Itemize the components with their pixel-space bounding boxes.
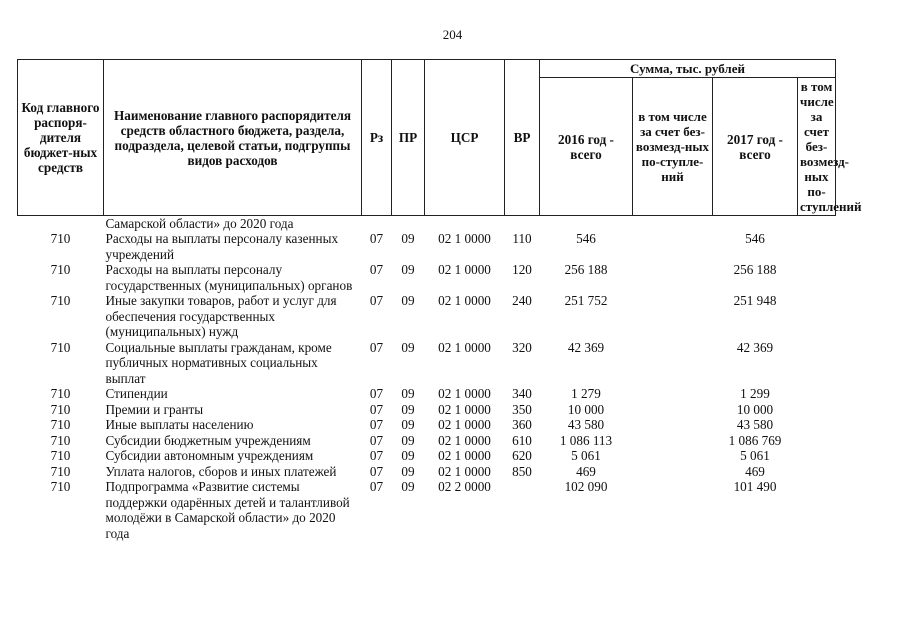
cell-2016-gratuitous [633, 479, 713, 541]
cell-vr [505, 479, 540, 541]
cell-name: Субсидии автономным учреждениям [105, 448, 314, 463]
cell-rz: 07 [369, 463, 384, 479]
cell-2017-gratuitous [798, 386, 836, 402]
cell-2017-gratuitous [798, 293, 836, 340]
cell-2017-total: 10 000 [736, 401, 774, 417]
cell-2017-gratuitous [798, 464, 836, 480]
budget-table [17, 59, 862, 541]
cell-code: 710 [50, 339, 71, 355]
cell-code: 710 [50, 432, 71, 448]
header-2017-total: 2017 год - всего [713, 78, 798, 216]
cell-vr: 320 [512, 339, 532, 355]
cell-2017-gratuitous [798, 402, 836, 418]
cell-2017-total: 101 490 [733, 479, 777, 494]
cell-code: 710 [50, 386, 71, 401]
cell-2016-total: 546 [576, 231, 596, 246]
cell-code: 710 [50, 262, 71, 277]
cell-2017-total: 1 086 769 [728, 432, 782, 448]
cell-2017-gratuitous [798, 479, 836, 541]
cell-csr: 02 1 0000 [438, 401, 491, 417]
cell-name: Подпрограмма «Развитие системы поддержки одарённых детей и талантливой молодёжи в Самарской области» до 2020 года [105, 479, 350, 541]
cell-name: Расходы на выплаты персоналу государственных (муниципальных) органов [105, 262, 353, 293]
table-row [18, 433, 836, 449]
cell-2017-gratuitous [798, 262, 836, 293]
cell-csr: 02 1 0000 [438, 463, 491, 479]
cell-2017-gratuitous [798, 340, 836, 387]
cell-rz: 07 [369, 432, 384, 448]
cell-name: Расходы на выплаты персоналу казенных учреждений [105, 231, 339, 262]
table-header [18, 60, 862, 216]
header-code: Код главного распоря-дителя бюджет-ных средств [18, 60, 104, 216]
cell-vr: 350 [512, 401, 532, 417]
cell-2017-total: 42 369 [736, 339, 774, 355]
cell-2016-gratuitous [633, 448, 713, 464]
cell-pr: 09 [401, 432, 415, 448]
cell-rz: 07 [369, 262, 384, 277]
cell-2016-gratuitous [633, 464, 713, 480]
cell-name: Социальные выплаты гражданам, кроме публичных нормативных социальных выплат [105, 339, 332, 386]
cell-pr: 09 [401, 293, 415, 308]
cell-2016-total: 1 279 [571, 386, 601, 401]
cell-name: Уплата налогов, сборов и иных платежей [105, 463, 337, 479]
table-body [18, 216, 836, 542]
header-pr: ПР [392, 60, 425, 216]
cell-csr: 02 1 0000 [438, 262, 491, 277]
continuation-text: Самарской области» до 2020 года [105, 216, 294, 231]
cell-2016-gratuitous [633, 293, 713, 340]
cell-2017-gratuitous [798, 433, 836, 449]
cell-vr: 120 [512, 262, 532, 277]
cell-code: 710 [50, 463, 71, 479]
header-sum-group: Сумма, тыс. рублей [540, 60, 836, 78]
cell-2017-total: 546 [745, 231, 765, 246]
cell-2016-total: 10 000 [567, 401, 605, 417]
cell-2017-gratuitous [798, 417, 836, 433]
cell-2016-gratuitous [633, 386, 713, 402]
cell-vr: 110 [512, 231, 532, 246]
header-csr: ЦСР [425, 60, 505, 216]
cell-pr: 09 [401, 479, 415, 494]
cell-rz: 07 [369, 231, 384, 246]
cell-code: 710 [50, 293, 71, 308]
table-row [18, 479, 836, 541]
cell-2017-gratuitous [798, 231, 836, 262]
cell-2017-total: 1 299 [740, 386, 770, 401]
header-rz: Рз [362, 60, 392, 216]
cell-vr: 850 [512, 463, 532, 479]
cell-code: 710 [50, 448, 71, 463]
cell-2017-total: 43 580 [736, 417, 774, 432]
cell-2017-total: 251 948 [733, 293, 777, 308]
cell-2017-total: 469 [745, 463, 765, 479]
cell-pr: 09 [401, 231, 415, 246]
cell-code: 710 [50, 417, 71, 432]
cell-name: Стипендии [105, 386, 168, 401]
table-row [18, 231, 836, 262]
header-2016-total: 2016 год - всего [540, 78, 633, 216]
cell-2016-total: 256 188 [564, 262, 608, 277]
cell-vr: 610 [512, 432, 532, 448]
cell-pr: 09 [401, 448, 415, 463]
cell-2016-gratuitous [633, 231, 713, 262]
table-row [18, 340, 836, 387]
cell-2017-total: 256 188 [733, 262, 777, 277]
table-row [18, 417, 836, 433]
cell-rz: 07 [369, 401, 384, 417]
cell-2016-gratuitous [633, 262, 713, 293]
table-row [18, 402, 836, 418]
cell-rz: 07 [369, 293, 384, 308]
table-row [18, 293, 836, 340]
cell-pr: 09 [401, 463, 415, 479]
cell-rz: 07 [369, 417, 384, 432]
cell-2016-total: 1 086 113 [559, 432, 613, 448]
header-vr: ВР [505, 60, 540, 216]
cell-rz: 07 [369, 479, 384, 494]
cell-2016-gratuitous [633, 340, 713, 387]
cell-code: 710 [50, 401, 71, 417]
continuation-row [18, 216, 836, 232]
cell-2016-total: 251 752 [564, 293, 608, 308]
table-row [18, 262, 836, 293]
table-row [18, 464, 836, 480]
cell-vr: 240 [512, 293, 532, 308]
cell-csr: 02 1 0000 [438, 339, 491, 355]
cell-csr: 02 1 0000 [438, 386, 491, 401]
cell-2017-total: 5 061 [740, 448, 770, 463]
cell-code: 710 [50, 231, 71, 246]
cell-2017-gratuitous [798, 448, 836, 464]
cell-code: 710 [50, 479, 71, 494]
cell-2016-gratuitous [633, 417, 713, 433]
cell-2016-total: 102 090 [564, 479, 608, 494]
cell-csr: 02 2 0000 [438, 479, 491, 494]
cell-2016-total: 5 061 [571, 448, 601, 463]
cell-csr: 02 1 0000 [438, 417, 491, 432]
cell-rz: 07 [369, 448, 384, 463]
cell-vr: 620 [512, 448, 532, 463]
cell-2016-total: 469 [576, 463, 596, 479]
cell-2016-total: 43 580 [567, 417, 605, 432]
page-number: 204 [442, 27, 463, 42]
cell-pr: 09 [401, 262, 415, 277]
cell-pr: 09 [401, 401, 415, 417]
cell-vr: 340 [512, 386, 532, 401]
cell-csr: 02 1 0000 [438, 293, 491, 308]
cell-pr: 09 [401, 417, 415, 432]
cell-pr: 09 [401, 386, 415, 401]
cell-name: Иные выплаты населению [105, 417, 254, 432]
cell-vr: 360 [512, 417, 532, 432]
cell-csr: 02 1 0000 [438, 432, 491, 448]
cell-rz: 07 [369, 339, 384, 355]
cell-rz: 07 [369, 386, 384, 401]
cell-2016-total: 42 369 [567, 339, 605, 355]
cell-name: Субсидии бюджетным учреждениям [105, 432, 311, 448]
cell-2016-gratuitous [633, 402, 713, 418]
header-name: Наименование главного распорядителя средств областного бюджета, раздела, подраздела, целевой статьи, подгруппы видов расходов [104, 60, 362, 216]
cell-pr: 09 [401, 339, 415, 355]
cell-name: Премии и гранты [105, 401, 204, 417]
table-row [18, 386, 836, 402]
cell-csr: 02 1 0000 [438, 231, 491, 246]
cell-name: Иные закупки товаров, работ и услуг для обеспечения государственных (муниципальных) нужд [105, 293, 337, 339]
table-row [18, 448, 836, 464]
header-2017-gratuitous: в том числе за счет без-возмезд-ных по-ступлений [798, 78, 836, 216]
cell-2016-gratuitous [633, 433, 713, 449]
cell-csr: 02 1 0000 [438, 448, 491, 463]
header-2016-gratuitous: в том числе за счет без-возмезд-ных по-ступле-ний [633, 78, 713, 216]
